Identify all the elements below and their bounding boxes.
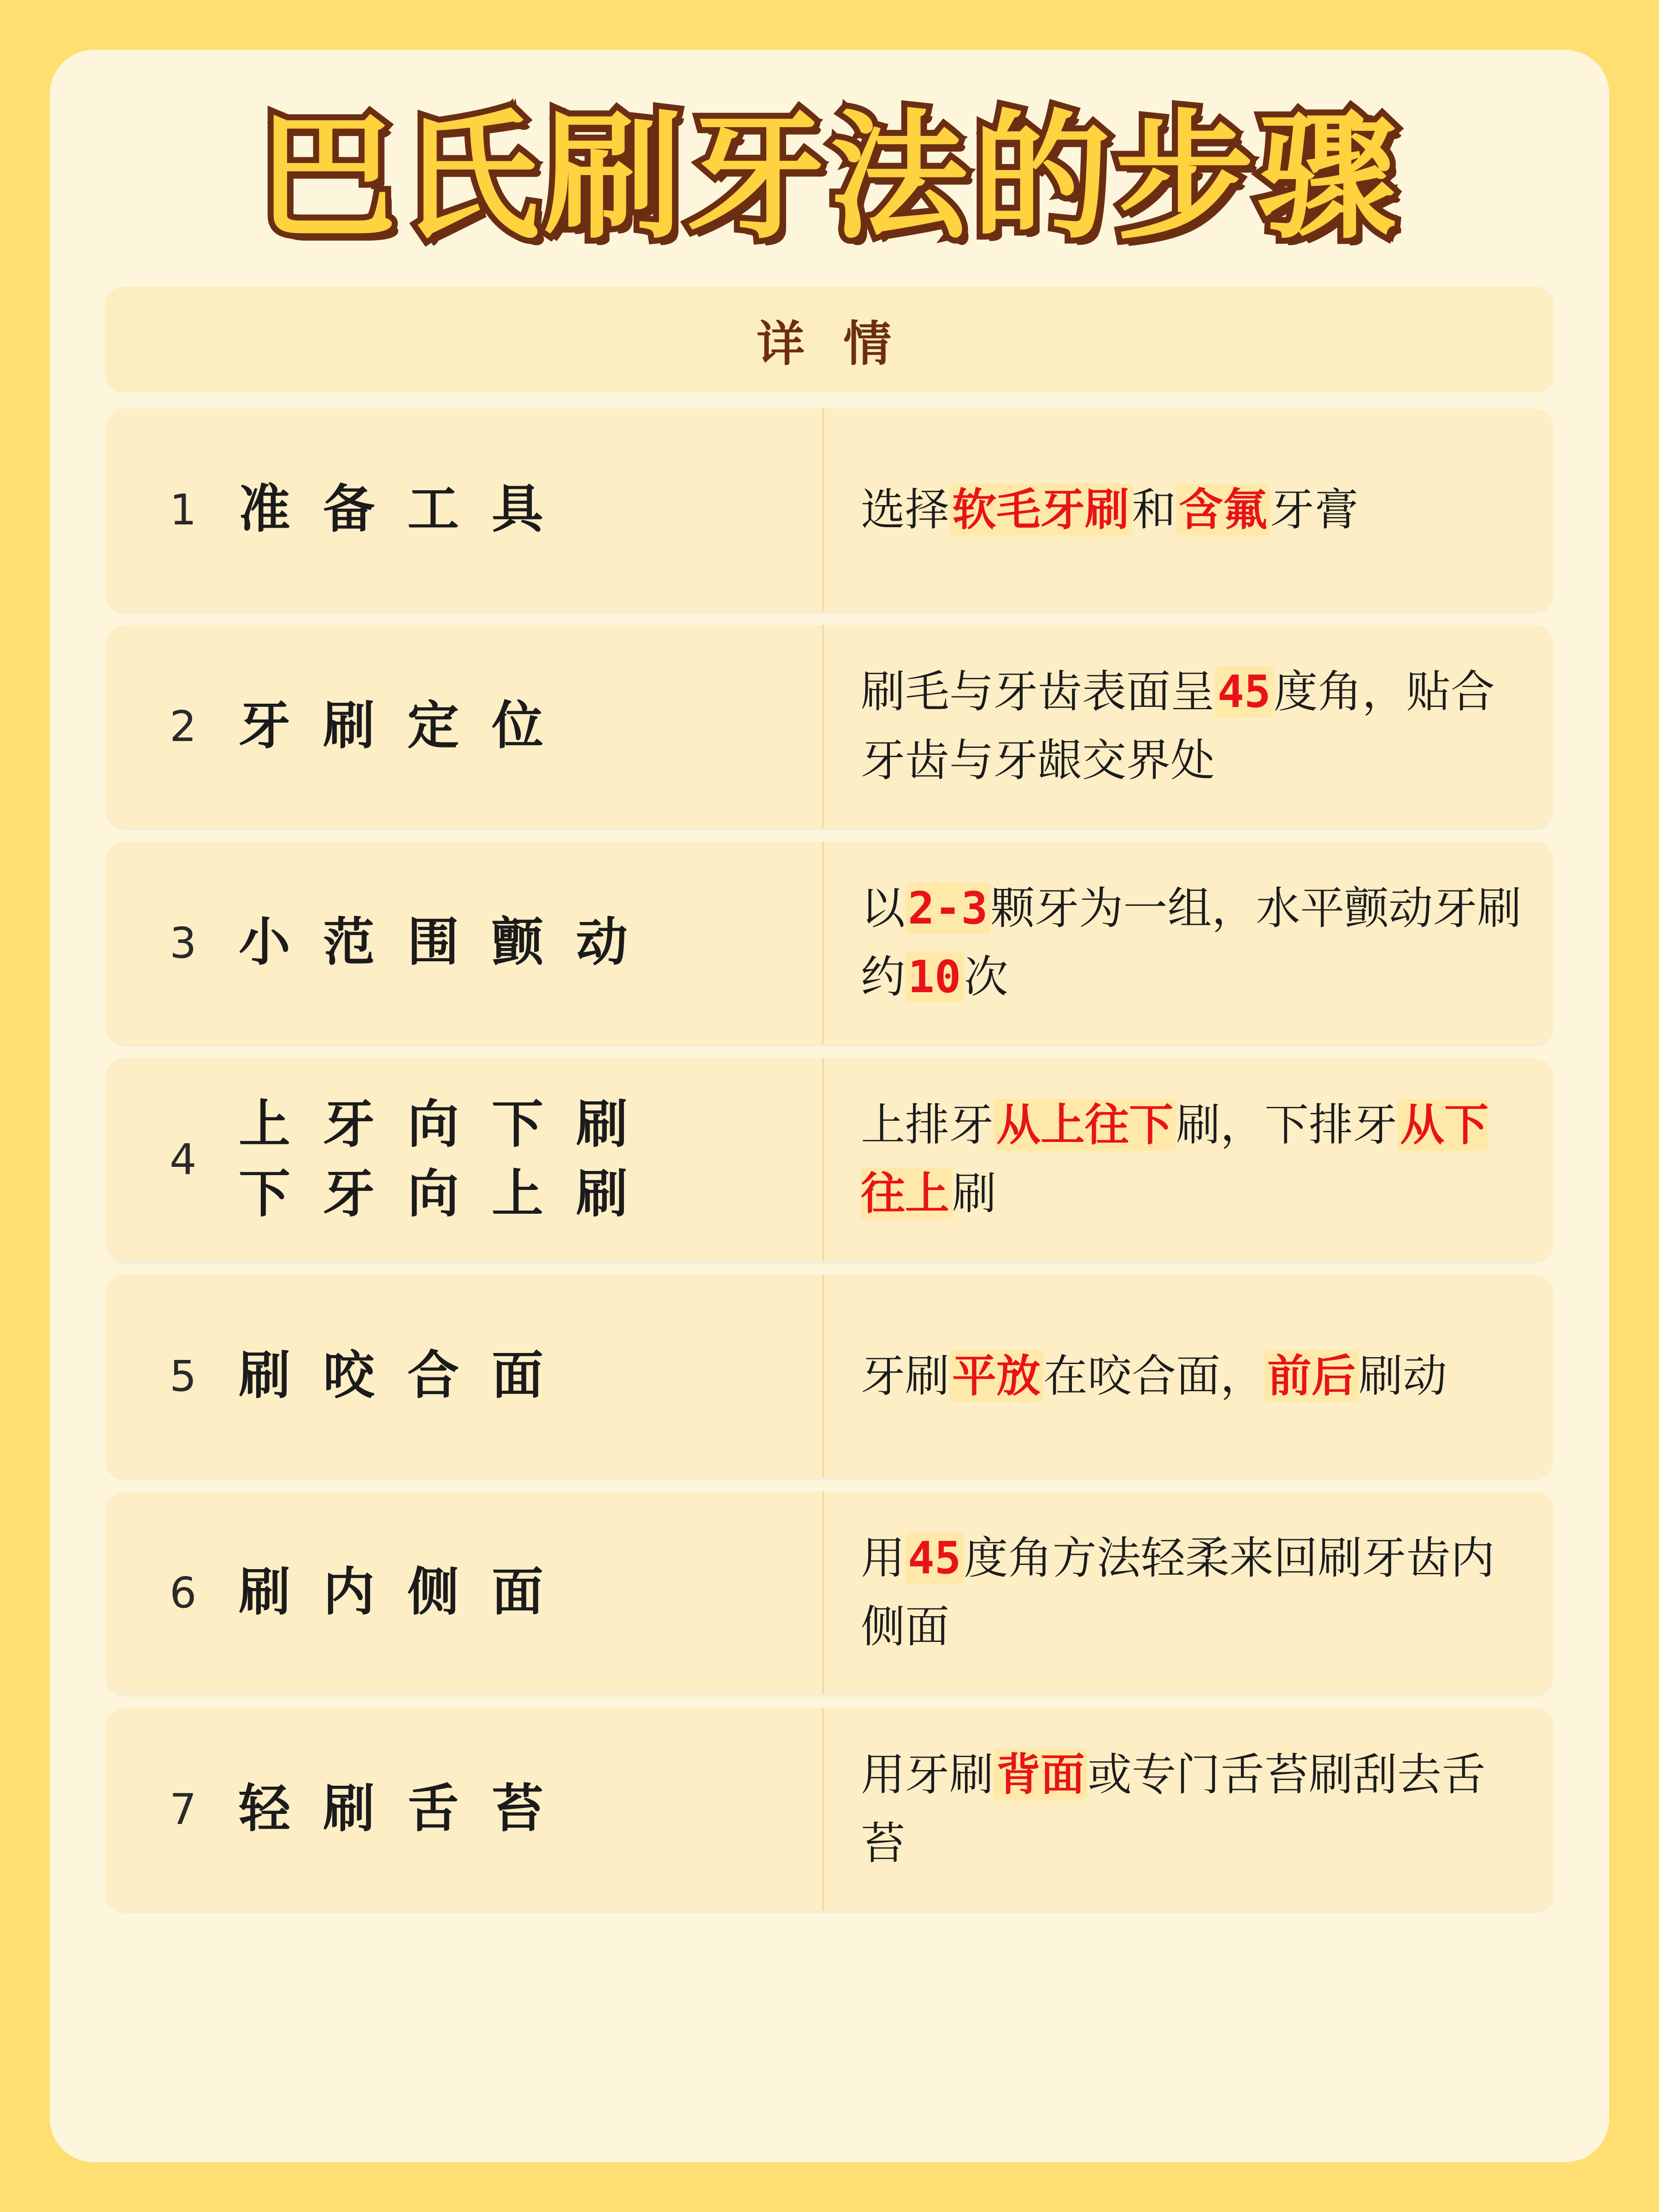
step-number: 6 [170, 1568, 197, 1618]
highlighted-term: 从下往上 [861, 1099, 1488, 1219]
table-row [105, 1275, 1554, 1477]
step-cell [105, 1058, 824, 1261]
detail-cell [824, 841, 1554, 1044]
detail-text: 选择软毛牙刷和含氟牙膏 [861, 483, 1359, 535]
step-number: 7 [170, 1784, 197, 1834]
highlighted-term: 2-3 [905, 882, 990, 934]
table-row [105, 1708, 1554, 1911]
highlighted-term: 45 [905, 1532, 964, 1584]
detail-cell [824, 1275, 1554, 1477]
step-number: 1 [170, 485, 197, 535]
poster-card [50, 50, 1609, 2162]
step-title: 上 牙 向 下 刷 下 牙 向 上 刷 [239, 1094, 635, 1224]
highlighted-term: 从上往下 [994, 1099, 1176, 1151]
detail-cell [824, 1058, 1554, 1261]
steps-table [105, 408, 1554, 1911]
highlighted-term: 软毛牙刷 [949, 484, 1132, 535]
page-title: 巴氏刷牙法的步骤 [258, 97, 1401, 258]
table-header-label: 详 情 [756, 316, 903, 372]
highlighted-term: 前后 [1265, 1350, 1359, 1402]
table-row [105, 625, 1554, 828]
poster-title-wrapper [105, 96, 1554, 259]
table-row [105, 1058, 1554, 1261]
step-cell [105, 408, 824, 611]
step-number: 3 [170, 918, 197, 968]
detail-text: 以2-3颗牙为一组，水平颤动牙刷约10次 [861, 882, 1522, 1003]
step-title: 轻 刷 舌 苔 [239, 1779, 551, 1839]
table-header-band [105, 287, 1554, 393]
detail-cell [824, 1491, 1554, 1694]
step-title: 刷 内 侧 面 [239, 1562, 551, 1623]
detail-text: 刷毛与牙齿表面呈45度角，贴合牙齿与牙龈交界处 [861, 666, 1495, 786]
highlighted-term: 10 [905, 951, 964, 1003]
step-title: 牙 刷 定 位 [239, 696, 551, 756]
detail-text: 牙刷平放在咬合面，前后刷动 [861, 1350, 1447, 1402]
step-number: 2 [170, 701, 197, 751]
step-cell [105, 1708, 824, 1911]
detail-text: 上排牙从上往下刷，下排牙从下往上刷 [861, 1099, 1488, 1219]
step-cell [105, 1275, 824, 1477]
detail-text: 用45度角方法轻柔来回刷牙齿内侧面 [861, 1532, 1495, 1653]
step-cell [105, 841, 824, 1044]
highlighted-term: 背面 [994, 1749, 1088, 1800]
detail-cell [824, 625, 1554, 828]
highlighted-term: 平放 [949, 1350, 1043, 1402]
detail-cell [824, 1708, 1554, 1911]
table-row [105, 841, 1554, 1044]
table-row [105, 408, 1554, 611]
step-cell [105, 1491, 824, 1694]
detail-cell [824, 408, 1554, 611]
step-number: 5 [170, 1351, 197, 1401]
step-number: 4 [170, 1135, 197, 1184]
step-title: 刷 咬 合 面 [239, 1346, 551, 1406]
step-title: 小 范 围 颤 动 [239, 912, 635, 973]
step-cell [105, 625, 824, 828]
detail-text: 用牙刷背面或专门舌苔刷刮去舌苔 [861, 1749, 1486, 1869]
highlighted-term: 含氟 [1176, 484, 1270, 535]
step-title: 准 备 工 具 [239, 479, 551, 540]
table-row [105, 1491, 1554, 1694]
highlighted-term: 45 [1215, 666, 1274, 718]
